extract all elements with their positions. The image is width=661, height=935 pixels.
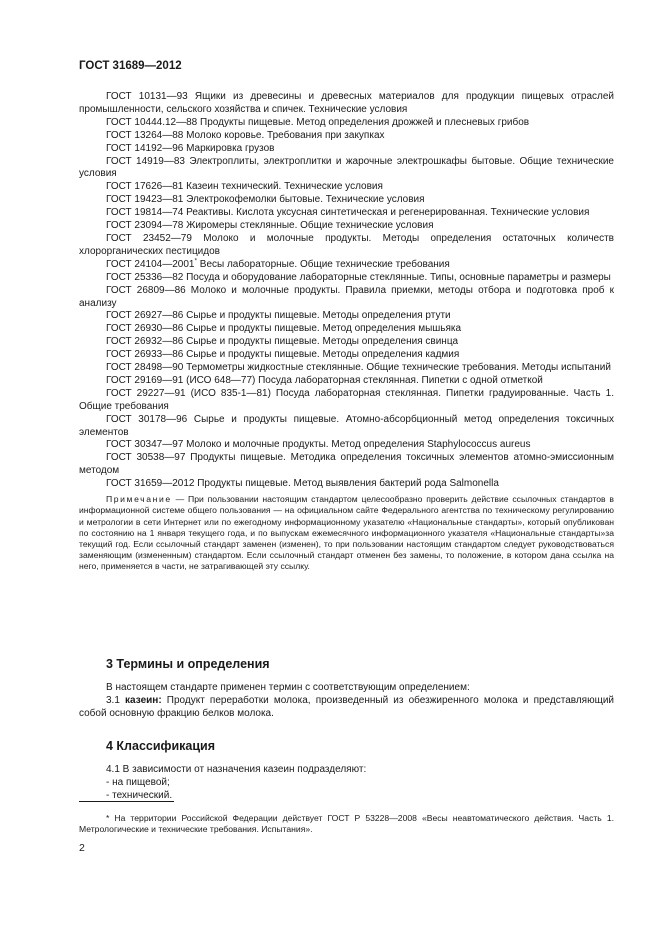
reference-item: ГОСТ 29227—91 (ИСО 835-1—81) Посуда лабораторная стеклянная. Пипетки градуированные. Часть 1. Общие требования	[79, 387, 614, 412]
reference-item: ГОСТ 14192—96 Маркировка грузов	[106, 142, 275, 154]
reference-item: ГОСТ 17626—81 Казеин технический. Технические условия	[106, 181, 383, 193]
reference-item: ГОСТ 30347—97 Молоко и молочные продукты. Метод определения Staphylococcus aureus	[106, 439, 531, 451]
term-definition	[79, 695, 614, 721]
page-header: ГОСТ 31689—2012	[79, 60, 182, 72]
reference-item: ГОСТ 10444.12—88 Продукты пищевые. Метод определения дрожжей и плесневых грибов	[106, 116, 530, 128]
footnote: * На территории Российской Федерации действует ГОСТ Р 53228—2008 «Весы неавтоматического действия. Часть 1. Метрологические и технические требования. Испытания».	[79, 813, 614, 835]
section-intro: 4.1 В зависимости от назначения казеин подразделяют:	[106, 764, 367, 775]
reference-item: ГОСТ 26930—86 Сырье и продукты пищевые. Метод определения мышьяка	[106, 323, 462, 335]
reference-item: ГОСТ 23452—79 Молоко и молочные продукты. Методы определения остаточных количеств хлорорганических пестицидов	[79, 232, 614, 257]
reference-item: ГОСТ 30538—97 Продукты пищевые. Методика определения токсичных элементов атомно-эмиссионным методом	[79, 452, 614, 477]
reference-title: Весы лабораторные. Общие технические требования	[197, 258, 450, 270]
reference-item: ГОСТ 29169—91 (ИСО 648—77) Посуда лабораторная стеклянная. Пипетки с одной отметкой	[106, 374, 543, 386]
reference-item: ГОСТ 10131—93 Ящики из древесины и древесных материалов для продукции пищевых отраслей промышленности, сельского хозяйства и спичек. Технические условия	[79, 91, 614, 115]
reference-code: ГОСТ 24104—2001	[106, 258, 195, 270]
definition-text: Продукт переработки молока, произведенный из обезжиренного молока и представляющий собой основную фракцию белков молока.	[79, 694, 614, 719]
list-item: - технический.	[106, 789, 173, 801]
reference-item: ГОСТ 19814—74 Реактивы. Кислота уксусная синтетическая и регенерированная. Технические условия	[106, 207, 590, 219]
page-number: 2	[79, 842, 85, 854]
list-item: - на пищевой;	[106, 776, 170, 788]
reference-item: ГОСТ 26809—86 Молоко и молочные продукты. Правила приемки, методы отбора и подготовка проб к анализу	[79, 284, 614, 309]
section-classification	[79, 739, 614, 803]
note-label: Примечание	[106, 494, 172, 505]
section-heading: 3 Термины и определения	[106, 657, 270, 671]
reference-item: ГОСТ 25336—82 Посуда и оборудование лабораторные стеклянные. Типы, основные параметры и размеры	[106, 271, 611, 283]
reference-item: ГОСТ 30178—96 Сырье и продукты пищевые. Атомно-абсорбционный метод определения токсичных элементов	[79, 413, 614, 438]
note-text: — При пользовании настоящим стандартом целесообразно проверить действие ссылочных стандартов в информационной системе общего пользования — на официальном сайте Федерального агентства по техническому регулированию и метрологии в сети Интернет или по ежегодному информационному указателю «Национальные стандарты», который опубликован по состоянию на 1 января текущего года, и по выпускам ежемесячного информационного указателя «Национальные стандарты»за текущий год. Если ссылочный стандарт заменен (изменен), то при пользовании настоящим стандартом следует руководствоваться заменяющим (измененным) стандартом. Если ссылочный стандарт отменен без замены, то положение, в котором дана ссылка на него, применяется в части, не затрагивающей эту ссылку.	[79, 494, 614, 572]
footnote-divider	[79, 801, 174, 802]
section-intro: В настоящем стандарте применен термин с соответствующим определением:	[106, 682, 470, 693]
section-heading: 4 Классификация	[106, 739, 216, 753]
reference-item-gost-24104	[79, 259, 614, 272]
reference-item: ГОСТ 26927—86 Сырье и продукты пищевые. Методы определения ртути	[106, 310, 451, 322]
term: казеин:	[125, 694, 162, 706]
reference-item: ГОСТ 19423—81 Электрокофемолки бытовые. Технические условия	[106, 194, 425, 206]
reference-item: ГОСТ 31659—2012 Продукты пищевые. Метод выявления бактерий рода Salmonella	[106, 478, 499, 490]
reference-item: ГОСТ 23094—78 Жиромеры стеклянные. Общие технические условия	[106, 220, 434, 232]
footnote-marker: *	[194, 257, 197, 265]
term-number: 3.1	[106, 694, 126, 706]
section-terms	[79, 657, 614, 721]
reference-item: ГОСТ 28498—90 Термометры жидкостные стеклянные. Общие технические требования. Методы испытаний	[106, 362, 611, 374]
reference-item: ГОСТ 14919—83 Электроплиты, электроплитки и жарочные электрошкафы бытовые. Общие технические условия	[79, 155, 614, 180]
reference-item: ГОСТ 13264—88 Молоко коровье. Требования при закупках	[106, 129, 385, 141]
reference-item: ГОСТ 26933—86 Сырье и продукты пищевые. Методы определения кадмия	[106, 349, 460, 361]
note	[79, 494, 614, 572]
normative-references-list	[79, 91, 614, 573]
reference-item: ГОСТ 26932—86 Сырье и продукты пищевые. Методы определения свинца	[106, 336, 459, 348]
